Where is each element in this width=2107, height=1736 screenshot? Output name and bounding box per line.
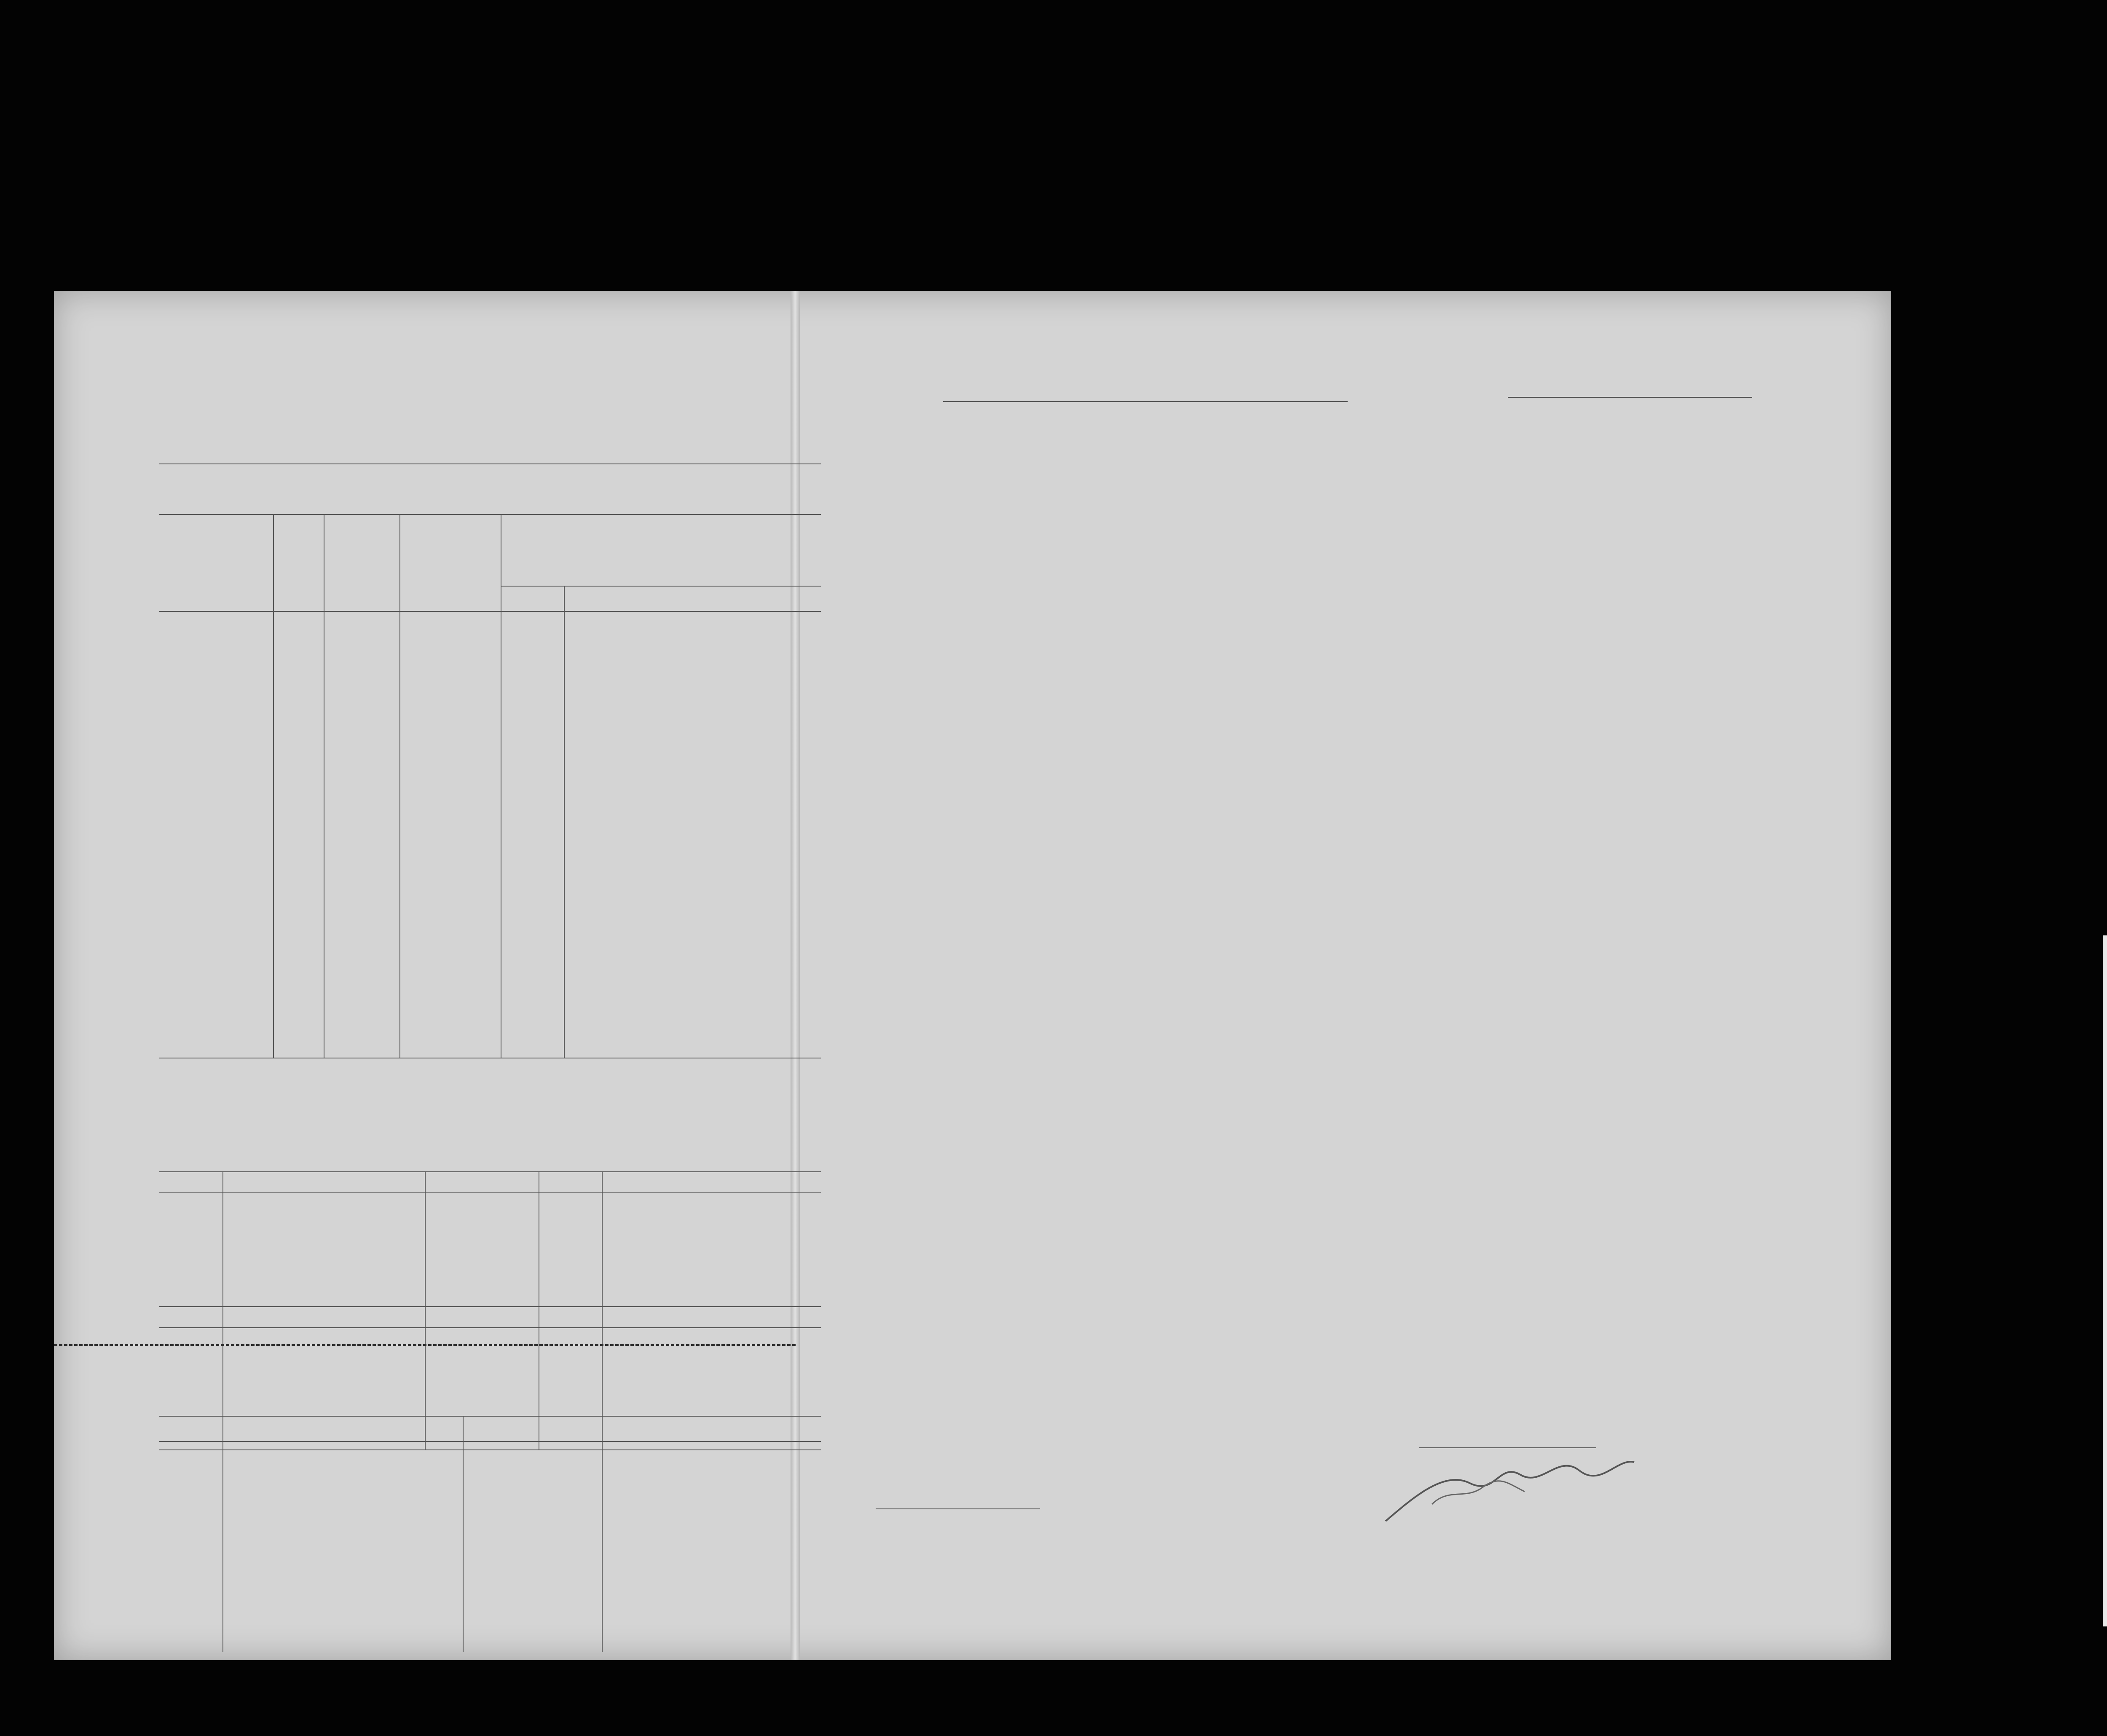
document-sheet bbox=[54, 291, 1891, 1660]
archive-reference-tag bbox=[2103, 935, 2107, 1626]
commander-signature bbox=[1381, 1445, 1643, 1530]
center-fold bbox=[791, 291, 800, 1660]
